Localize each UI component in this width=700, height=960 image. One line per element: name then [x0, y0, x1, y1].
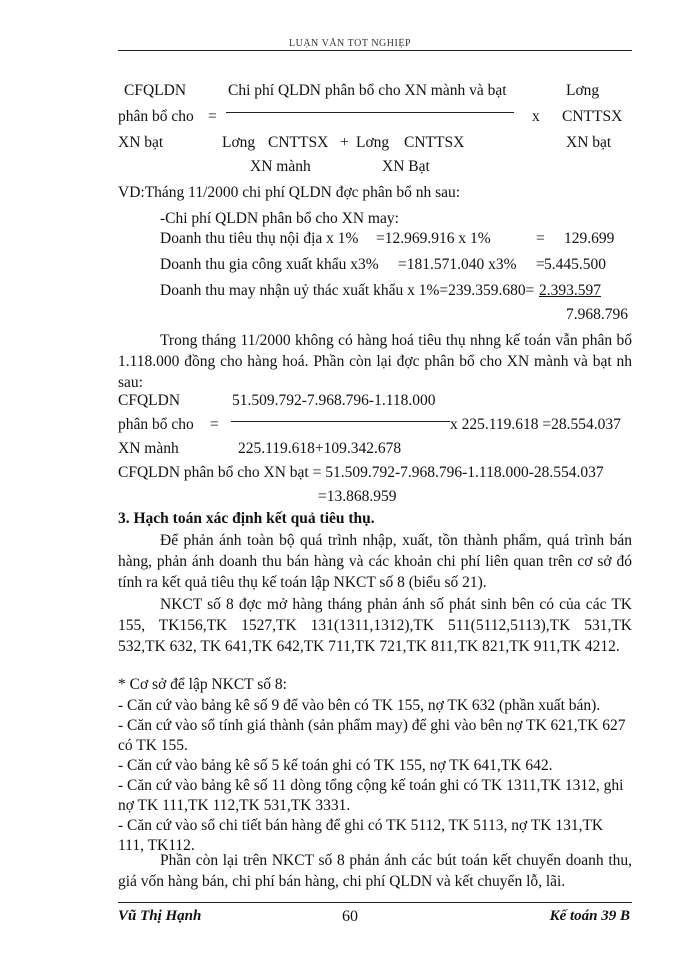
formula1-numerator: Chi phí QLDN phân bổ cho XN mành và bạt — [228, 82, 507, 99]
formula3-line-1: CFQLDN phân bổ cho XN bạt = 51.509.792-7.968.796-1.118.000-28.554.037 — [118, 464, 604, 481]
formula1-left-3: XN bạt — [118, 134, 164, 151]
footer-rule — [118, 902, 632, 903]
formula2-left-2: phân bổ cho — [118, 416, 194, 433]
basis-item: - Căn cứ vào bảng kê số 9 để vào bên có TK 155, nợ TK 632 (phần xuất bán). — [118, 697, 601, 714]
example-row-1-label: Doanh thu tiêu thụ nội địa x 1% — [160, 230, 359, 247]
basis-item: - Căn cứ vào bảng kê số 5 kế toán ghi có TK 155, nợ TK 641,TK 642. — [118, 757, 553, 774]
formula1-times: x — [532, 108, 540, 125]
header-rule — [118, 50, 632, 51]
formula3-line-2: =13.868.959 — [318, 488, 397, 505]
formula1-right-1: Lơng — [566, 82, 600, 99]
basis-item: - Căn cứ vào sổ tính giá thành (sản phẩm may) để ghi vào bên nợ TK 621,TK 627 có TK 155. — [118, 717, 626, 754]
footer-class: Kế toán 39 B — [549, 908, 630, 924]
section-heading: 3. Hạch toán xác định kết quả tiêu thụ. — [118, 510, 375, 527]
formula1-denom-lon1: Lơng — [222, 134, 256, 151]
formula2-denominator: 225.119.618+109.342.678 — [238, 440, 402, 457]
formula1-denom-plus: + — [340, 134, 349, 151]
example-row-1-calc: =12.969.916 x 1% — [376, 230, 491, 247]
formula2-numerator: 51.509.792-7.968.796-1.118.000 — [232, 392, 436, 409]
formula2-left-1: CFQLDN — [118, 392, 181, 409]
footer-author: Vũ Thị Hạnh — [118, 908, 202, 924]
example-row-2-calc: =181.571.040 x3% — [398, 256, 517, 273]
paragraph-4: Phần còn lại trên NKCT số 8 phản ánh các bút toán kết chuyển doanh thu, giá vốn hàng bán, chi phí bán hàng, chi phí QLDN và kết chuyển lỗ, lãi. — [118, 852, 632, 890]
formula2-equals: = — [210, 416, 219, 433]
paragraph-3: NKCT số 8 đợc mở hàng tháng phản ánh số phát sinh bên có của các TK 155, TK156,TK 1527,TK 131(1311,1312),TK 511(5112,5113),TK 531,TK 532,TK 632, TK 641,TK 642,TK 711,TK 721,TK 811,TK 821,TK 911,TK 4212. — [118, 596, 632, 655]
example-row-1-eq: = — [536, 230, 545, 247]
formula1-left-2: phân bổ cho — [118, 108, 194, 125]
basis-title: * Cơ sở để lập NKCT số 8: — [118, 676, 287, 693]
formula1-denom-cnt1: CNTTSX — [268, 134, 329, 151]
example-total: 7.968.796 — [566, 306, 628, 323]
example-row-2-result: 5.445.500 — [544, 256, 606, 273]
formula2-tail: x 225.119.618 =28.554.037 — [450, 416, 621, 433]
formula1-denom-cnt2: CNTTSX — [404, 134, 465, 151]
footer-page-number: 60 — [342, 908, 358, 925]
basis-item: - Căn cứ vào bảng kê số 11 dòng tổng cộng kế toán ghi có TK 1311,TK 1312, ghi nợ TK 111,TK 112,TK 531,TK 3331. — [118, 777, 624, 814]
example-row-3-label: Doanh thu may nhận uỷ thác xuất khẩu x 1%=239.359.680= — [160, 282, 535, 299]
formula1-denom-sub1: XN mành — [250, 158, 311, 175]
formula1-left-1: CFQLDN — [124, 82, 187, 99]
formula1-right-3: XN bạt — [566, 134, 612, 151]
basis-item: - Căn cứ vào sổ chi tiết bán hàng để ghi có TK 5112, TK 5113, nợ TK 131,TK 111, TK112. — [118, 817, 604, 854]
formula1-fraction-bar — [226, 112, 514, 113]
header-title: LUẬN VĂN TỐT NGHIỆP — [289, 38, 411, 49]
example-row-1-result: 129.699 — [564, 230, 615, 247]
example-row-2-label: Doanh thu gia công xuất khẩu x3% — [160, 256, 379, 273]
formula1-denom-lon2: Lơng — [356, 134, 390, 151]
basis-list — [118, 696, 632, 856]
formula2-left-3: XN mành — [118, 440, 179, 457]
example-intro: VD:Tháng 11/2000 chi phí QLDN đợc phân bổ nh sau: — [118, 184, 461, 201]
formula1-right-2: CNTTSX — [562, 108, 623, 125]
formula1-denom-sub2: XN Bạt — [382, 158, 430, 175]
example-sub: -Chi phí QLDN phân bổ cho XN may: — [160, 210, 399, 227]
example-row-3-result: 2.393.597 — [539, 282, 601, 299]
paragraph-1: Trong tháng 11/2000 không có hàng hoá tiêu thụ nhng kế toán vẫn phân bổ 1.118.000 đồng cho hàng hoá. Phần còn lại đợc phân bổ cho XN mành và bạt nh sau: — [118, 332, 632, 391]
formula2-fraction-bar — [231, 421, 450, 422]
formula1-equals: = — [208, 108, 217, 125]
paragraph-2: Để phản ánh toàn bộ quá trình nhập, xuất, tồn thành phẩm, quá trình bán hàng, phản ánh doanh thu bán hàng và các khoản chi phí liên quan trên cơ sở đó tính ra kết quả tiêu thụ kế toán lập NKCT số 8 (biểu số 21). — [118, 532, 632, 591]
example-row-2-eq: = — [536, 256, 545, 273]
